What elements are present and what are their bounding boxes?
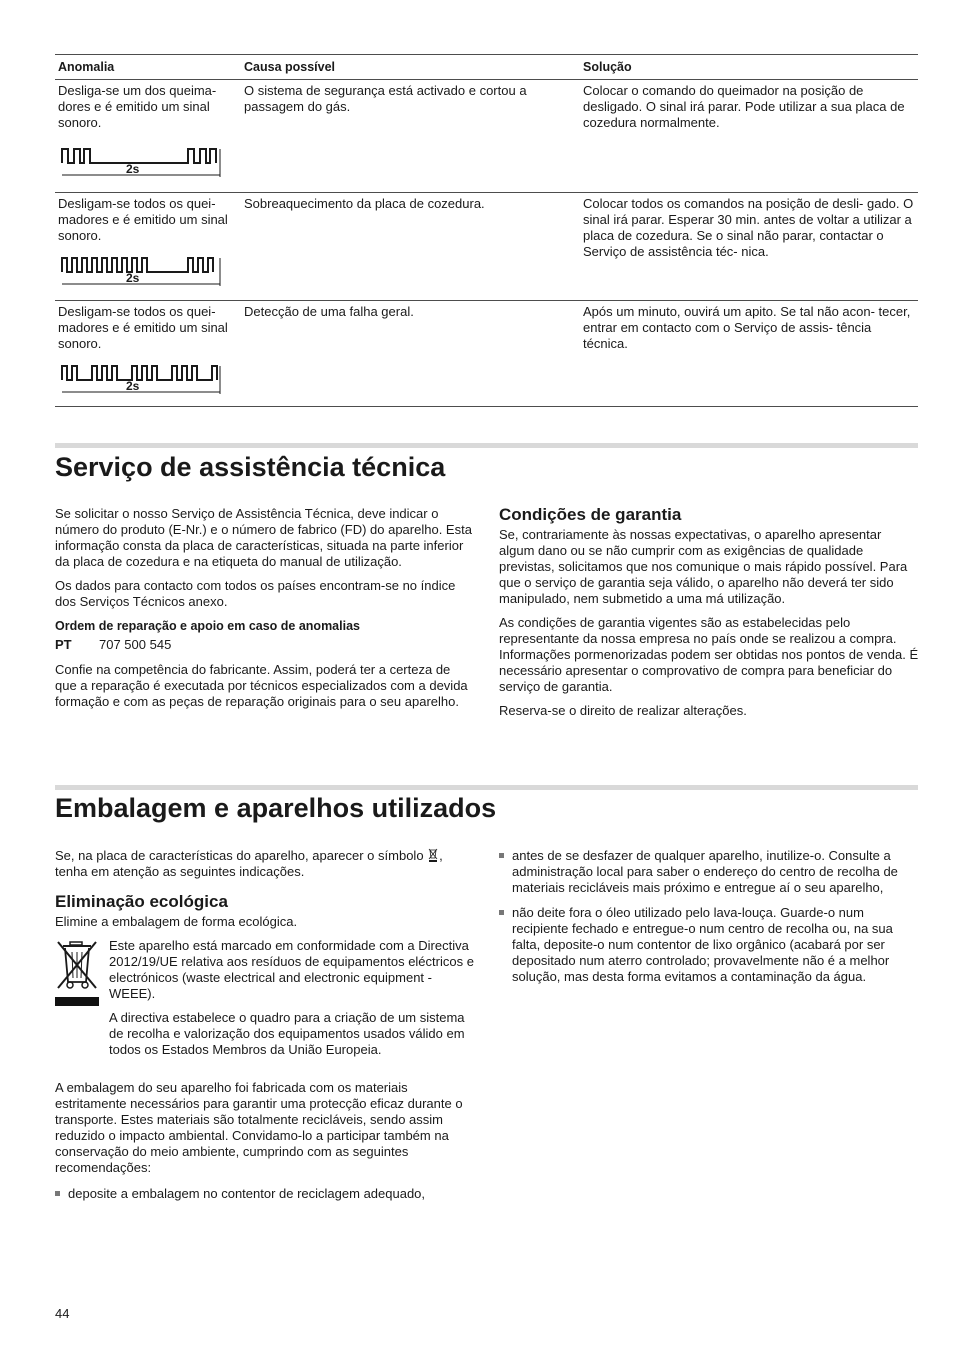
phone-number: 707 500 545 bbox=[99, 637, 172, 652]
cause-cell: Sobreaquecimento da placa de cozedura. bbox=[244, 196, 485, 211]
intro-text-b: , tenha em atenção as seguintes indicações. bbox=[55, 848, 443, 879]
signal-label: 2s bbox=[126, 379, 140, 393]
packaging-para: A embalagem do seu aparelho foi fabricada com os materiais estritamente necessários para garantir uma protecção eficaz durante o transporte. Estes materiais são totalmente recicláveis, sendo assim reduzido o impacto ambiental. Convidamo-lo a participar também na conservação do meio ambiente, cumprindo com as seguintes recomendações: bbox=[55, 1080, 463, 1175]
packaging-right-column bbox=[499, 848, 919, 994]
service-para-2: Os dados para contacto com todos os países encontram-se no índice dos Serviços Técnicos anexo. bbox=[55, 578, 456, 609]
solution-cell: Colocar o comando do queimador na posição de desligado. O sinal irá parar. Pode utilizar a sua placa de cozedura normalmente. bbox=[583, 83, 905, 130]
bullet-text: antes de se desfazer de qualquer aparelho, inutilize-o. Consulte a administração local para saber o endereço do centro de recolha de materiais recicláveis mais próximo e entregue aí o seu aparelho, bbox=[512, 848, 898, 895]
list-item bbox=[499, 848, 919, 896]
header-anomaly: Anomalia bbox=[58, 60, 115, 74]
eco-para: Elimine a embalagem de forma ecológica. bbox=[55, 914, 298, 929]
anomaly-cell bbox=[55, 301, 241, 406]
weee-icon-wrap bbox=[55, 938, 109, 1066]
country-code: PT bbox=[55, 637, 72, 652]
table-row bbox=[55, 301, 918, 407]
weee-inline-icon bbox=[427, 848, 439, 862]
repair-heading: Ordem de reparação e apoio em caso de anomalias bbox=[55, 619, 360, 633]
table-header bbox=[55, 54, 918, 80]
service-para-3: Confie na competência do fabricante. Assim, poderá ter a certeza de que a reparação é executada por técnicos especializados com a devida formação e com as peças de reparação originais para o seu aparelho. bbox=[55, 662, 468, 709]
anomaly-text: Desligam-se todos os quei- madores e é emitido um sinal sonoro. bbox=[58, 304, 228, 351]
warranty-para-1: Se, contrariamente às nossas expectativas, o aparelho apresentar algum dano ou se não cumprir com as exigências de qualidade previstas, solicitamos que nos comunique o mais rápido possível. Para que o serviço de garantia seja válido, o aparelho não deverá ter sido manipulado, nem submetido a uma má utilização. bbox=[499, 527, 908, 606]
warranty-para-2: As condições de garantia vigentes são as estabelecidas pelo representante da nossa empresa no país onde se realizou a compra. Informações pormenorizadas podem ser obtidas nos pontos de venda. É necessário apresentar o comprovativo de compra para beneficiar do serviço de garantia. bbox=[499, 615, 919, 694]
section-rule bbox=[55, 443, 918, 448]
solution-cell: Após um minuto, ouvirá um apito. Se tal não acon- tecer, entrar em contacto com o Serviço de assis- tência técnica. bbox=[583, 304, 911, 351]
warranty-heading: Condições de garantia bbox=[499, 505, 682, 524]
beep-signal-pattern-icon bbox=[58, 141, 226, 181]
weee-para-2: A directiva estabelece o quadro para a criação de um sistema de recolha e valorização dos equipamentos usados válido em todos os Estados Membros da União Europeia. bbox=[109, 1010, 465, 1057]
table-row bbox=[55, 193, 918, 301]
phone-row bbox=[55, 637, 475, 653]
intro-text-a: Se, na placa de características do aparelho, aparecer o símbolo bbox=[55, 848, 424, 863]
beep-signal-pattern-icon bbox=[58, 250, 226, 290]
bullet-text: não deite fora o óleo utilizado pelo lava-louça. Guarde-o num recipiente fechado e entregue-o num centro de recolha ou, na sua falta, deposite-o num contentor de lixo orgânico (acabará por ser depositado num aterro controlado; provavelmente não é a melhor solução, mas desta forma evitamos a contaminação da água. bbox=[512, 905, 893, 984]
beep-signal-pattern-icon bbox=[58, 358, 226, 398]
service-title: Serviço de assistência técnica bbox=[55, 452, 446, 482]
weee-para-1: Este aparelho está marcado em conformidade com a Directiva 2012/19/UE relativa aos resíduos de equipamentos eléctricos e electrónicos (waste electrical and electronic equipment - WEEE). bbox=[109, 938, 474, 1001]
fault-table bbox=[55, 54, 918, 407]
anomaly-cell bbox=[55, 193, 241, 300]
cause-cell: Detecção de uma falha geral. bbox=[244, 304, 414, 319]
cause-cell: O sistema de segurança está activado e cortou a passagem do gás. bbox=[244, 83, 527, 114]
anomaly-text: Desligam-se todos os quei- madores e é emitido um sinal sonoro. bbox=[58, 196, 228, 243]
section-rule bbox=[55, 785, 918, 790]
warranty-column bbox=[499, 507, 919, 727]
page-number: 44 bbox=[55, 1306, 70, 1321]
warranty-para-3: Reserva-se o direito de realizar alterações. bbox=[499, 703, 747, 718]
signal-label: 2s bbox=[126, 162, 140, 176]
header-solution: Solução bbox=[583, 60, 632, 74]
table-row bbox=[55, 80, 918, 193]
bullet-square-icon bbox=[499, 848, 512, 896]
service-left-column bbox=[55, 506, 475, 718]
header-cause: Causa possível bbox=[244, 60, 336, 74]
weee-crossed-bin-icon bbox=[55, 938, 101, 1008]
anomaly-text: Desliga-se um dos queima- dores e é emitido um sinal sonoro. bbox=[58, 83, 217, 130]
packaging-title: Embalagem e aparelhos utilizados bbox=[55, 793, 497, 823]
bullet-square-icon bbox=[499, 905, 512, 985]
bullet-square-icon bbox=[55, 1186, 68, 1202]
bullet-text: deposite a embalagem no contentor de reciclagem adequado, bbox=[68, 1186, 426, 1201]
solution-cell: Colocar todos os comandos na posição de desli- gado. O sinal irá parar. Esperar 30 min. antes de voltar a utilizar a placa de cozedura. Se o sinal não parar, contactar o Serviço de assistência téc- nica. bbox=[583, 196, 914, 259]
list-item bbox=[55, 1186, 475, 1202]
weee-block bbox=[55, 938, 475, 1066]
list-item bbox=[499, 905, 919, 985]
signal-label: 2s bbox=[126, 271, 140, 285]
service-para-1: Se solicitar o nosso Serviço de Assistência Técnica, deve indicar o número do produto (E-Nr.) e o número de fabrico (FD) do aparelho. Esta informação consta da placa de características, situada na parte inferior da placa de cozedura e na etiqueta do manual de utilização. bbox=[55, 506, 472, 569]
weee-text bbox=[109, 938, 475, 1066]
packaging-intro bbox=[55, 848, 475, 880]
anomaly-cell bbox=[55, 80, 241, 192]
packaging-left-column bbox=[55, 848, 475, 1211]
eco-heading: Eliminação ecológica bbox=[55, 892, 228, 911]
